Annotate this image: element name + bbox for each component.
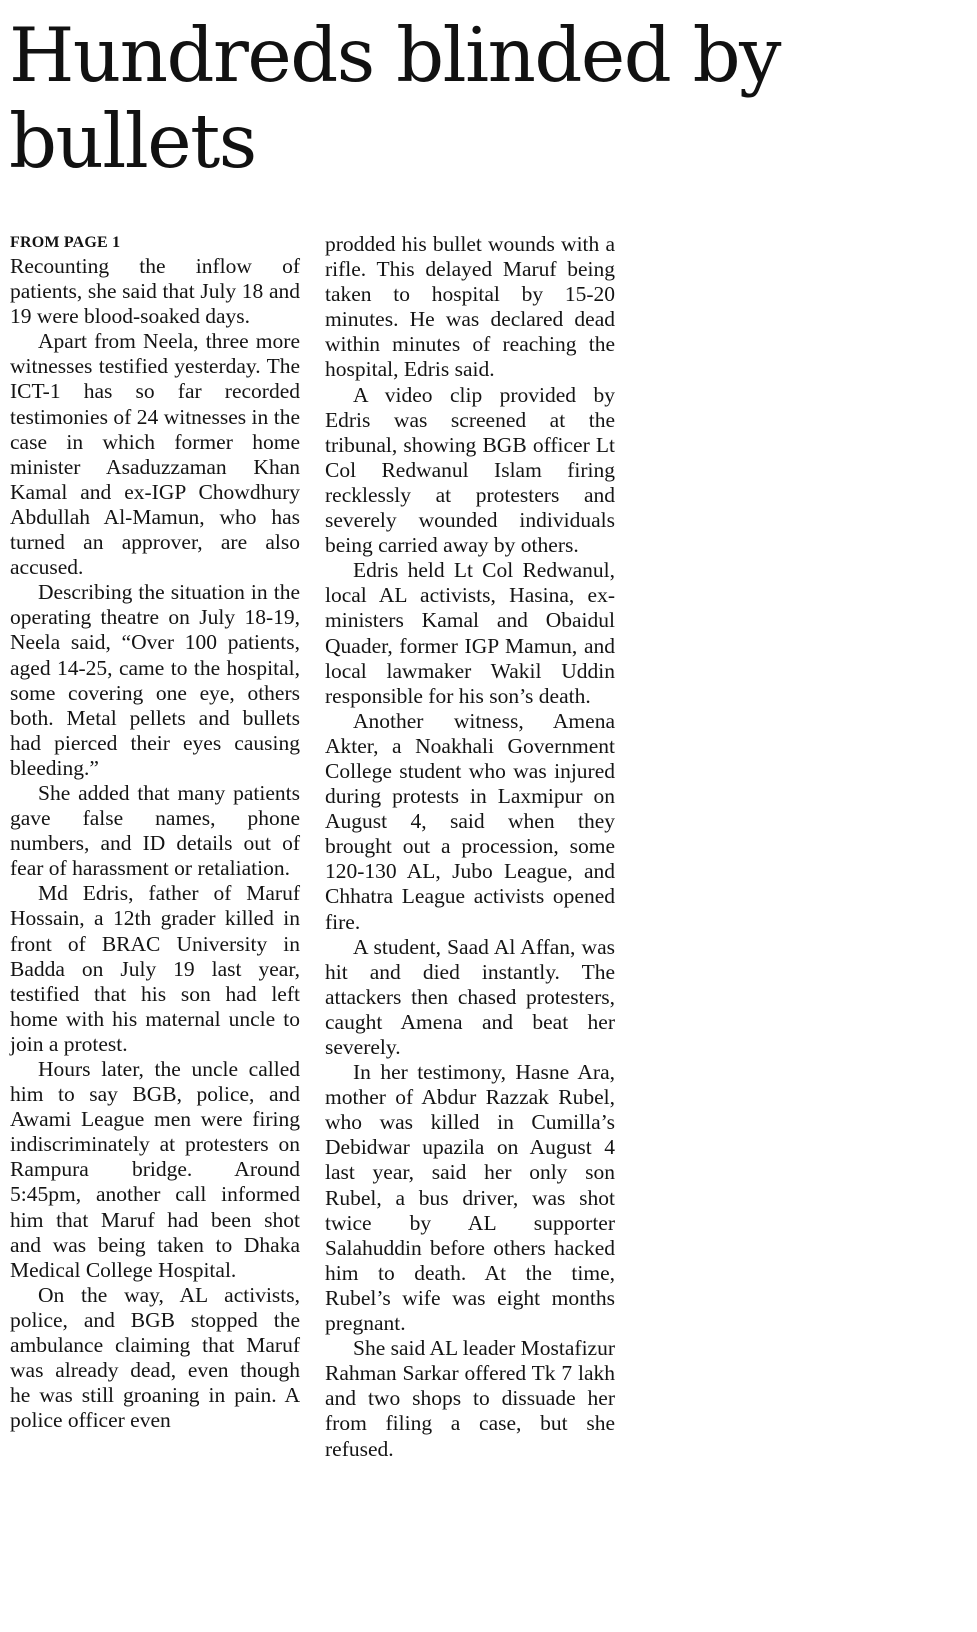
paragraph: She added that many patients gave false names, phone numbers, and ID details out of fear of harassment or retaliation. [10,780,300,881]
paragraph: She said AL leader Mostafizur Rahman Sarkar offered Tk 7 lakh and two shops to dissuade her from filing a case, but she refused. [325,1336,615,1461]
paragraph: Edris held Lt Col Redwanul, local AL activists, Hasina, ex-ministers Kamal and Obaidul Quader, former IGP Mamun, and local lawmaker Wakil Uddin responsible for his son’s death. [325,558,615,708]
headline: Hundreds blinded by bullets [9,11,781,185]
paragraph: In her testimony, Hasne Ara, mother of Abdur Razzak Rubel, who was killed in Cumilla’s Debidwar upazila on August 4 last year, said her only son Rubel, a bus driver, was shot twice by AL supporter Salahuddin before others hacked him to death. At the time, Rubel’s wife was eight months pregnant. [325,1060,615,1336]
paragraph: prodded his bullet wounds with a rifle. This delayed Maruf being taken to hospital by 15-20 minutes. He was declared dead within minutes of reaching the hospital, Edris said. [325,232,615,382]
paragraph: A video clip provided by Edris was screened at the tribunal, showing BGB officer Lt Col Redwanul Islam firing recklessly at protesters and severely wounded individuals being carried away by others. [325,382,615,558]
article-column-right [325,232,615,1462]
paragraph: Hours later, the uncle called him to say BGB, police, and Awami League men were firing indiscriminately at protesters on Rampura bridge. Around 5:45pm, another call informed him that Maruf had been shot and was being taken to Dhaka Medical College Hospital. [10,1057,300,1282]
paragraph: Another witness, Amena Akter, a Noakhali Government College student who was injured during protests in Laxmipur on August 4, said when they brought out a procession, some 120-130 AL, Jubo League, and Chhatra League activists opened fire. [325,708,615,934]
article-column-left [10,232,300,1433]
paragraph: A student, Saad Al Affan, was hit and died instantly. The attackers then chased protesters, caught Amena and beat her severely. [325,934,615,1059]
paragraph: Describing the situation in the operating theatre on July 18-19, Neela said, “Over 100 patients, aged 14-25, came to the hospital, some covering one eye, others both. Metal pellets and bullets had pierced their eyes causing bleeding.” [10,580,300,780]
paragraph: Apart from Neela, three more witnesses testified yesterday. The ICT-1 has so far recorded testimonies of 24 witnesses in the case in which former home minister Asaduzzaman Khan Kamal and ex-IGP Chowdhury Abdullah Al-Mamun, who has turned an approver, are also accused. [10,329,300,580]
paragraph: On the way, AL activists, police, and BGB stopped the ambulance claiming that Maruf was already dead, even though he was still groaning in pain. A police officer even [10,1282,300,1433]
paragraph: Md Edris, father of Maruf Hossain, a 12th grader killed in front of BRAC University in Badda on July 19 last year, testified that his son had left home with his maternal uncle to join a protest. [10,881,300,1056]
continuation-kicker: FROM PAGE 1 [10,234,121,251]
paragraph: Recounting the inflow of patients, she said that July 18 and 19 were blood-soaked days. [10,254,300,329]
